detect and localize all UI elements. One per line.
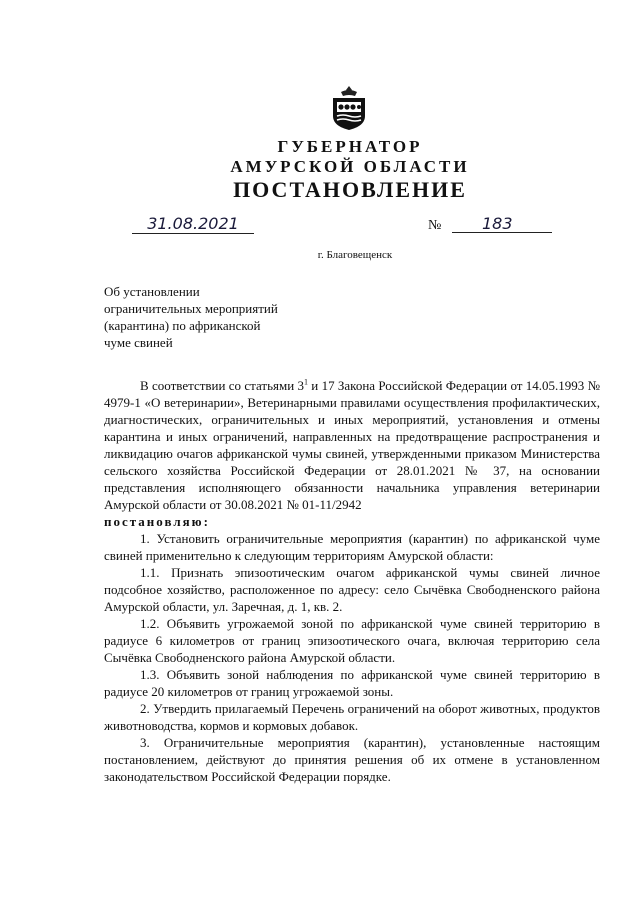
subject-line: чуме свиней	[104, 335, 173, 350]
document-number: 183	[452, 214, 552, 233]
paragraph-1: 1. Установить ограничительные мероприятия (карантин) по африканской чуме свиней применительно к следующим территориям Амурской области:	[104, 531, 600, 563]
paragraph-2: 2. Утвердить прилагаемый Перечень ограничений на оборот животных, продуктов животноводства, кормов и кормовых добавок.	[104, 701, 600, 733]
coat-of-arms-icon	[329, 84, 369, 132]
document-date: 31.08.2021	[132, 214, 254, 234]
preamble-text-start: В соответствии со статьями 3	[140, 378, 304, 393]
paragraph-3: 3. Ограничительные мероприятия (карантин), установленные настоящим постановлением, действуют до принятия решения об их отмене в установленном законодательством Российской Федерации порядке.	[104, 735, 600, 784]
preamble-paragraph	[104, 377, 600, 513]
header-title-line1: ГУБЕРНАТОР	[277, 137, 423, 156]
paragraph-1-2: 1.2. Объявить угрожаемой зоной по африканской чуме свиней территорию в радиусе 6 километров от границ эпизоотического очага, включая территорию села Сычёвка Свободненского района Амурской области.	[104, 616, 600, 665]
preamble-superscript: 1	[303, 377, 308, 387]
decree-word: постановляю:	[104, 514, 210, 529]
header-title-line2: АМУРСКОЙ ОБЛАСТИ	[230, 157, 470, 176]
subject-line: (карантина) по африканской	[104, 318, 261, 333]
document-type: ПОСТАНОВЛЕНИЕ	[233, 177, 467, 202]
subject-line: ограничительных мероприятий	[104, 301, 278, 316]
subject-line: Об установлении	[104, 284, 200, 299]
document-body	[104, 377, 600, 785]
document-subject	[104, 283, 354, 351]
number-sign: №	[428, 218, 442, 233]
city: г. Благовещенск	[317, 249, 393, 261]
paragraph-1-3: 1.3. Объявить зоной наблюдения по африканской чуме свиней территорию в радиусе 20 километров от границ угрожаемой зоны.	[104, 667, 600, 699]
preamble-text-rest: и 17 Закона Российской Федерации от 14.05.1993 № 4979-1 «О ветеринарии», Ветеринарными правилами осуществления профилактических, диагностических, ограничительных и иных мероприятий, установления и отмены карантина и иных ограничений, направленных на предотвращение распространения и ликвидацию очагов африканской чумы свиней, утвержденными приказом Министерства сельского хозяйства Российской Федерации от 28.01.2021 № 37, на основании представления исполняющего обязанности начальника управления ветеринарии Амурской области от 30.08.2021 № 01-11/2942	[104, 378, 601, 512]
paragraph-1-1: 1.1. Признать эпизоотическим очагом африканской чумы свиней личное подсобное хозяйство, расположенное по адресу: село Сычёвка Свободненского района Амурской области, ул. Заречная, д. 1, кв. 2.	[104, 565, 600, 614]
